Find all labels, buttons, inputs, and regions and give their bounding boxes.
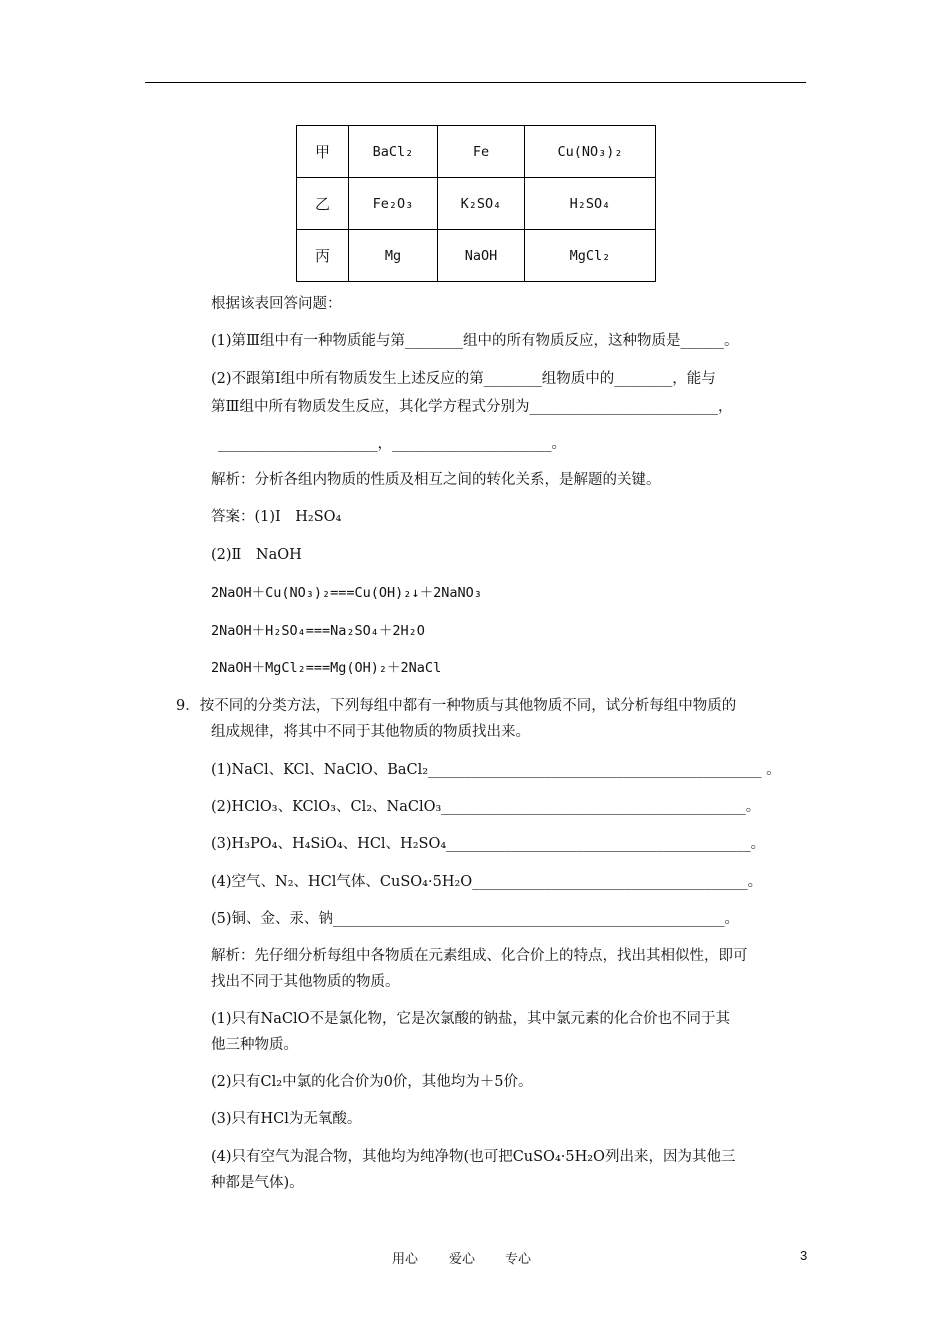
group-label: 乙 [297, 178, 349, 230]
q9-answer1-line1: (1)只有NaClO不是氯化物，它是次氯酸的钠盐，其中氯元素的化合价也不同于其 [211, 1011, 730, 1027]
q9-item3: (3)H₃PO₄、H₄SiO₄、HCl、H₂SO₄__________________________________________。 [211, 836, 766, 852]
table-prompt: 根据该表回答问题： [211, 296, 342, 312]
table-row [297, 126, 656, 178]
q9-answer3: (3)只有HCl为无氧酸。 [211, 1111, 362, 1127]
q9-answer4-line1: (4)只有空气为混合物，其他均为纯净物(也可把CuSO₄·5H₂O列出来，因为其他三 [211, 1149, 736, 1165]
table-cell: BaCl₂ [349, 126, 438, 178]
equation-3: 2NaOH＋MgCl₂===Mg(OH)₂＋2NaCl [211, 660, 442, 676]
q9-analysis-line1: 解析：先仔细分析每组中各物质在元素组成、化合价上的特点，找出其相似性，即可 [211, 948, 748, 964]
table-cell: Mg [349, 230, 438, 282]
q9-answer2: (2)只有Cl₂中氯的化合价为0价，其他均为＋5价。 [211, 1074, 533, 1090]
table-cell: MgCl₂ [525, 230, 656, 282]
q9-item4: (4)空气、N₂、HCl气体、CuSO₄·5H₂O______________________________________。 [211, 874, 763, 890]
equation-2: 2NaOH＋H₂SO₄===Na₂SO₄＋2H₂O [211, 623, 425, 639]
q9-item2: (2)HClO₃、KClO₃、Cl₂、NaClO₃__________________________________________。 [211, 799, 761, 815]
equation-1: 2NaOH＋Cu(NO₃)₂===Cu(OH)₂↓＋2NaNO₃ [211, 585, 482, 601]
footer-mid: 爱心 [449, 1252, 476, 1267]
page-number: 3 [800, 1248, 808, 1263]
table-row [297, 178, 656, 230]
group-label: 甲 [297, 126, 349, 178]
table-cell: K₂SO₄ [438, 178, 525, 230]
footer-right: 专心 [505, 1252, 532, 1267]
table-cell: NaOH [438, 230, 525, 282]
q8-analysis: 解析：分析各组内物质的性质及相互之间的转化关系，是解题的关键。 [211, 472, 661, 488]
q9-answer1-line2: 他三种物质。 [211, 1037, 298, 1053]
q9-answer4-line2: 种都是气体)。 [211, 1175, 304, 1191]
q8-answer2: (2)Ⅱ NaOH [211, 547, 302, 563]
header-rule [145, 82, 806, 83]
q8-part2-line1: (2)不跟第Ⅰ组中所有物质发生上述反应的第________组物质中的________，能与 [211, 371, 716, 387]
table-cell: Cu(NO₃)₂ [525, 126, 656, 178]
q8-part2-line2: 第Ⅲ组中所有物质发生反应，其化学方程式分别为__________________________， [211, 399, 733, 415]
q9-item5: (5)铜、金、汞、钠______________________________________________________。 [211, 911, 740, 927]
group-label: 丙 [297, 230, 349, 282]
q8-part2-line3: ______________________，______________________。 [218, 436, 566, 452]
table-cell: Fe₂O₃ [349, 178, 438, 230]
q8-part1: (1)第Ⅲ组中有一种物质能与第________组中的所有物质反应，这种物质是______。 [211, 333, 739, 349]
footer-left: 用心 [392, 1252, 419, 1267]
q9-stem-line1: 9．按不同的分类方法，下列每组中都有一种物质与其他物质不同，试分析每组中物质的 [176, 698, 737, 714]
table-cell: H₂SO₄ [525, 178, 656, 230]
table-row [297, 230, 656, 282]
table-cell: Fe [438, 126, 525, 178]
reagent-table [296, 125, 656, 282]
q9-analysis-line2: 找出不同于其他物质的物质。 [211, 974, 400, 990]
q8-answer1: 答案：(1)Ⅰ H₂SO₄ [211, 509, 342, 525]
q9-item1: (1)NaCl、KCl、NaClO、BaCl₂______________________________________________ 。 [211, 762, 781, 778]
q9-stem-line2: 组成规律，将其中不同于其他物质的物质找出来。 [211, 724, 530, 740]
